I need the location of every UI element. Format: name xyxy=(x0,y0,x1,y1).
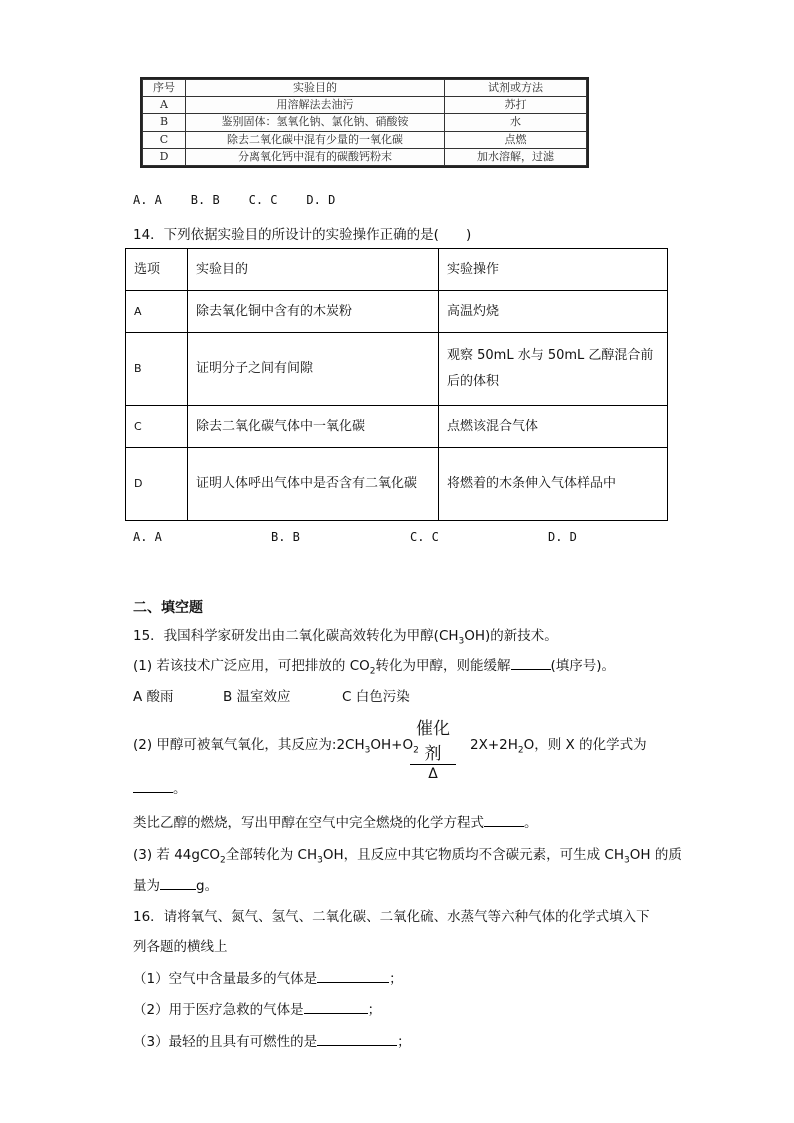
text: OH+O xyxy=(370,737,414,753)
text: 转化为甲醇，则能缓解 xyxy=(375,658,511,674)
table-cell: 证明人体呼出气体中是否含有二氧化碳 xyxy=(188,448,439,521)
q14-option-b: B. B xyxy=(271,530,300,544)
table-cell: 高温灼烧 xyxy=(439,291,668,333)
table-cell: C xyxy=(126,406,188,448)
table-cell: 鉴别固体：氢氧化钠、氯化钠、硝酸铵 xyxy=(186,114,445,131)
text: （1）空气中含量最多的气体是 xyxy=(133,971,318,987)
table-cell: B xyxy=(126,333,188,406)
table-row xyxy=(143,97,587,114)
answer-blank[interactable] xyxy=(317,1032,397,1046)
text: (3) 若 44gCO xyxy=(133,847,221,863)
q15-part2 xyxy=(133,733,419,756)
table-cell: 证明分子之间有间隙 xyxy=(188,333,439,406)
q15-choice-a: A 酸雨 xyxy=(133,689,174,705)
text: （2）用于医疗急救的气体是 xyxy=(133,1002,304,1018)
text: 量为 xyxy=(133,878,160,894)
text: 。 xyxy=(524,815,538,831)
table-cell: 点燃该混合气体 xyxy=(439,406,668,448)
table-cell: 苏打 xyxy=(445,97,587,114)
text: 。 xyxy=(173,781,187,797)
table-cell: 除去二氧化碳中混有少量的一氧化碳 xyxy=(186,131,445,148)
text: ； xyxy=(367,1002,382,1018)
q15-part3 xyxy=(133,843,682,866)
table-cell: 分离氧化钙中混有的碳酸钙粉末 xyxy=(186,148,445,165)
q15-part3-line2 xyxy=(133,874,218,894)
subscript: 2 xyxy=(220,855,226,866)
q15-part2-blank-line xyxy=(133,777,187,797)
table-cell: 实验目的 xyxy=(186,80,445,97)
q14-option-c: C. C xyxy=(410,530,439,544)
subscript: 3 xyxy=(317,855,323,866)
table-cell: D xyxy=(143,148,186,165)
text: 全部转化为 CH xyxy=(225,847,318,863)
text: ； xyxy=(397,1034,411,1050)
scanned-question-table xyxy=(140,77,589,168)
text: (1) 若该技术广泛应用，可把排放的 CO xyxy=(133,658,370,674)
answer-blank[interactable] xyxy=(304,1000,368,1014)
q14-stem: 14．下列依据实验目的所设计的实验操作正确的是( ) xyxy=(133,227,472,243)
table-cell: 试剂或方法 xyxy=(445,80,587,97)
table-header-row xyxy=(126,249,668,291)
answer-blank[interactable] xyxy=(317,969,389,983)
text: (填序号)。 xyxy=(550,658,616,674)
text: 2X+2H xyxy=(470,737,518,753)
table-cell: C xyxy=(143,131,186,148)
table-cell: 将燃着的木条伸入气体样品中 xyxy=(439,448,668,521)
q14-option-a: A. A xyxy=(133,530,162,544)
q14-option-d: D. D xyxy=(548,530,577,544)
subscript: 3 xyxy=(624,855,630,866)
catalyst-label: 催化剂 xyxy=(416,719,450,764)
reaction-condition xyxy=(410,714,456,782)
q16-stem-line2: 列各题的横线上 xyxy=(133,939,228,955)
reaction-arrow xyxy=(410,764,456,765)
q15-stem xyxy=(133,624,558,647)
table-cell: 序号 xyxy=(143,80,186,97)
text: ； xyxy=(389,971,403,987)
answer-blank[interactable] xyxy=(484,813,524,827)
table-row xyxy=(143,114,587,131)
table-cell: B xyxy=(143,114,186,131)
subscript: 2 xyxy=(369,666,376,677)
subscript: 3 xyxy=(364,745,371,756)
table-header-row xyxy=(143,80,587,97)
q16-item-2 xyxy=(133,998,381,1018)
text: 15．我国科学家研发出由二氧化碳高效转化为甲醇(CH xyxy=(133,628,459,644)
q16-stem-line1: 16．请将氧气、氮气、氢气、二氧化碳、二氧化硫、水蒸气等六种气体的化学式填入下 xyxy=(133,909,650,925)
answer-blank[interactable] xyxy=(511,656,551,670)
q16-item-3 xyxy=(133,1030,411,1050)
table-cell: 点燃 xyxy=(445,131,587,148)
table-row xyxy=(126,406,668,448)
q15-part2-rest xyxy=(470,733,647,756)
text: (2) 甲醇可被氧气氧化，其反应为:2CH xyxy=(133,737,365,753)
table-row xyxy=(143,131,587,148)
q15-choice-c: C 白色污染 xyxy=(342,689,410,705)
table-cell: 除去二氧化碳气体中一氧化碳 xyxy=(188,406,439,448)
table-row xyxy=(126,448,668,521)
q15-analogy xyxy=(133,811,538,831)
text: 类比乙醇的燃烧，写出甲醇在空气中完全燃烧的化学方程式 xyxy=(133,815,484,831)
text: g。 xyxy=(196,878,219,894)
text: O，则 X 的化学式为 xyxy=(523,737,647,753)
table-cell: 观察 50mL 水与 50mL 乙醇混合前后的体积 xyxy=(439,333,668,406)
text: OH 的质 xyxy=(629,847,682,863)
table-row xyxy=(126,333,668,406)
section-heading: 二、填空题 xyxy=(133,600,203,616)
q16-item-1 xyxy=(133,967,403,987)
q14-table xyxy=(125,248,668,521)
table-row xyxy=(126,291,668,333)
table-cell: 加水溶解，过滤 xyxy=(445,148,587,165)
table-cell: D xyxy=(126,448,188,521)
answer-blank[interactable] xyxy=(160,876,196,890)
table-cell: 实验目的 xyxy=(188,249,439,291)
q13-options: A. A B. B C. C D. D xyxy=(133,193,336,207)
table-row xyxy=(143,148,587,165)
text: OH，且反应中其它物质均不含碳元素，可生成 CH xyxy=(322,847,625,863)
answer-blank[interactable] xyxy=(133,779,173,793)
text: （3）最轻的且具有可燃性的是 xyxy=(133,1034,318,1050)
q15-part1 xyxy=(133,654,615,677)
table-cell: 水 xyxy=(445,114,587,131)
table-cell: 除去氧化铜中含有的木炭粉 xyxy=(188,291,439,333)
heat-symbol: Δ xyxy=(428,766,438,782)
table-cell: A xyxy=(143,97,186,114)
subscript: 2 xyxy=(517,745,524,756)
text: OH)的新技术。 xyxy=(464,628,558,644)
q15-choice-b: B 温室效应 xyxy=(223,689,291,705)
subscript: 2 xyxy=(413,745,419,756)
table-cell: 实验操作 xyxy=(439,249,668,291)
subscript: 3 xyxy=(458,636,465,647)
table-cell: 用溶解法去油污 xyxy=(186,97,445,114)
table-cell: A xyxy=(126,291,188,333)
table-cell: 选项 xyxy=(126,249,188,291)
